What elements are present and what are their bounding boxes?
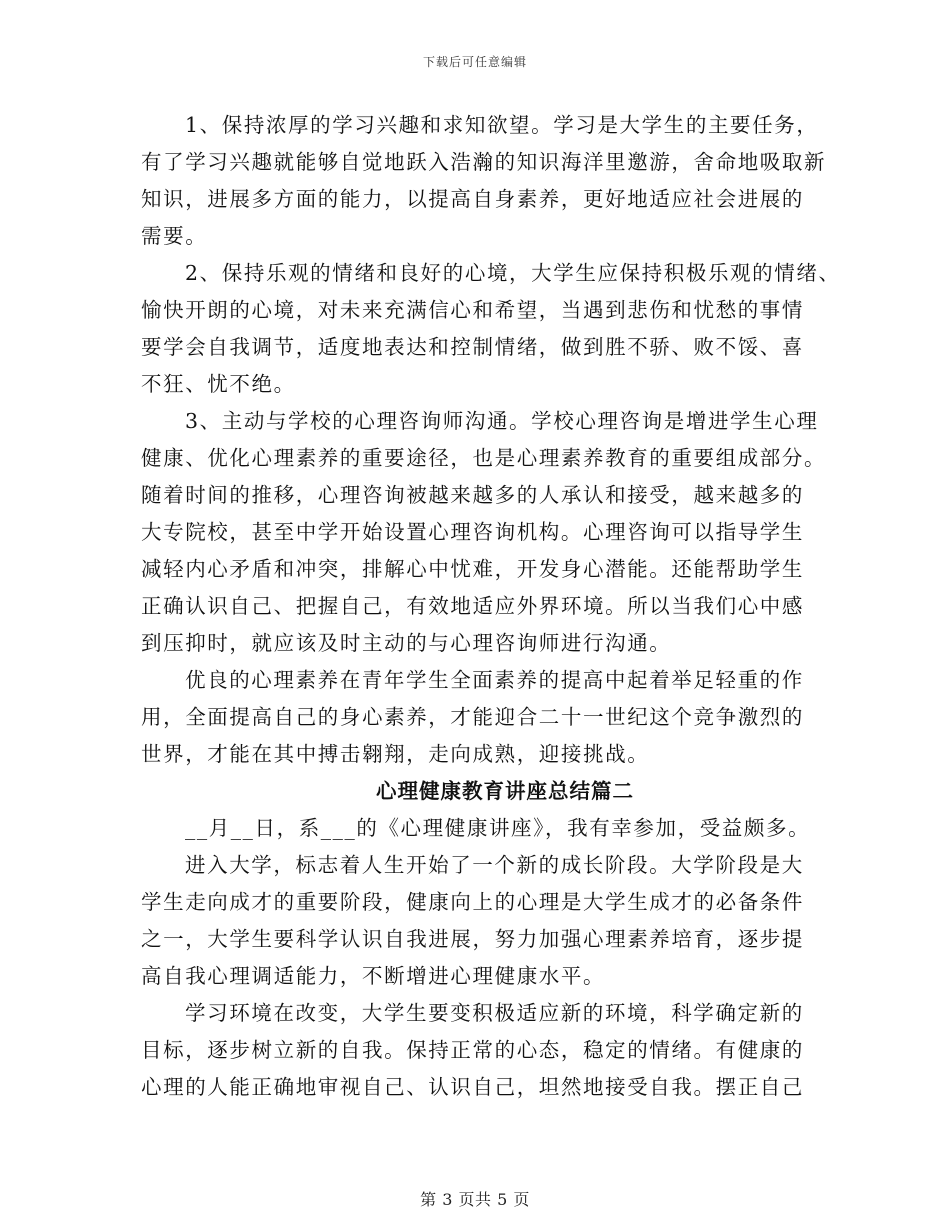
paragraph-line: 不狂、忧不绝。 [141,372,296,396]
paragraph-line: 进入大学，标志着人生开始了一个新的成长阶段。大学阶段是大 [185,853,804,877]
paragraph-line: 3、主动与学校的心理咨询师沟通。学校心理咨询是增进学生心理 [185,409,819,433]
paragraph-line: 之一，大学生要科学认识自我进展，努力加强心理素养培育，逐步提 [141,927,804,951]
paragraph-line: 世界，才能在其中搏击翱翔，走向成熟，迎接挑战。 [141,742,650,766]
paragraph-line: 减轻内心矛盾和冲突，排解心中忧难，开发身心潜能。还能帮助学生 [141,557,804,581]
paragraph-line: 大专院校，甚至中学开始设置心理咨询机构。心理咨询可以指导学生 [141,520,804,544]
paragraph-line: 随着时间的推移，心理咨询被越来越多的人承认和接受，越来越多的 [141,483,804,507]
paragraph-line: 正确认识自己、把握自己，有效地适应外界环境。所以当我们心中感 [141,594,804,618]
paragraph-line: 用，全面提高自己的身心素养，才能迎合二十一世纪这个竞争激烈的 [141,705,804,729]
paragraph-line: __月__日，系___的《心理健康讲座》，我有幸参加，受益颇多。 [185,816,811,840]
page-header: 下载后可任意编辑 [422,55,527,69]
paragraph-line: 有了学习兴趣就能够自觉地跃入浩瀚的知识海洋里邀游，舍命地吸取新 [141,150,827,174]
section-heading: 心理健康教育讲座总结篇二 [376,779,634,803]
page-number: 第 3 页共 5 页 [420,1190,530,1209]
paragraph-line: 要学会自我调节，适度地表达和控制情绪，做到胜不骄、败不馁、喜 [141,335,804,359]
document-body [141,107,841,1106]
paragraph-line: 愉快开朗的心境，对未来充满信心和希望，当遇到悲伤和忧愁的事情 [141,298,804,322]
paragraph-line: 优良的心理素养在青年学生全面素养的提高中起着举足轻重的作 [185,668,804,692]
paragraph-line: 心理的人能正确地审视自己、认识自己，坦然地接受自我。摆正自己 [141,1075,804,1099]
paragraph-line: 高自我心理调适能力，不断增进心理健康水平。 [141,964,606,988]
paragraph-line: 学习环境在改变，大学生要变积极适应新的环境，科学确定新的 [185,1001,804,1025]
paragraph-line: 目标，逐步树立新的自我。保持正常的心态，稳定的情绪。有健康的 [141,1038,804,1062]
paragraph-line: 需要。 [141,224,208,248]
paragraph-line: 到压抑时，就应该及时主动的与心理咨询师进行沟通。 [141,631,672,655]
paragraph-line: 健康、优化心理素养的重要途径，也是心理素养教育的重要组成部分。 [141,446,827,470]
paragraph-line: 学生走向成才的重要阶段，健康向上的心理是大学生成才的必备条件 [141,890,804,914]
paragraph-line: 知识，进展多方面的能力，以提高自身素养，更好地适应社会进展的 [141,187,804,211]
paragraph-line: 2、保持乐观的情绪和良好的心境，大学生应保持积极乐观的情绪、 [185,261,841,285]
paragraph-line: 1、保持浓厚的学习兴趣和求知欲望。学习是大学生的主要任务， [185,113,819,137]
